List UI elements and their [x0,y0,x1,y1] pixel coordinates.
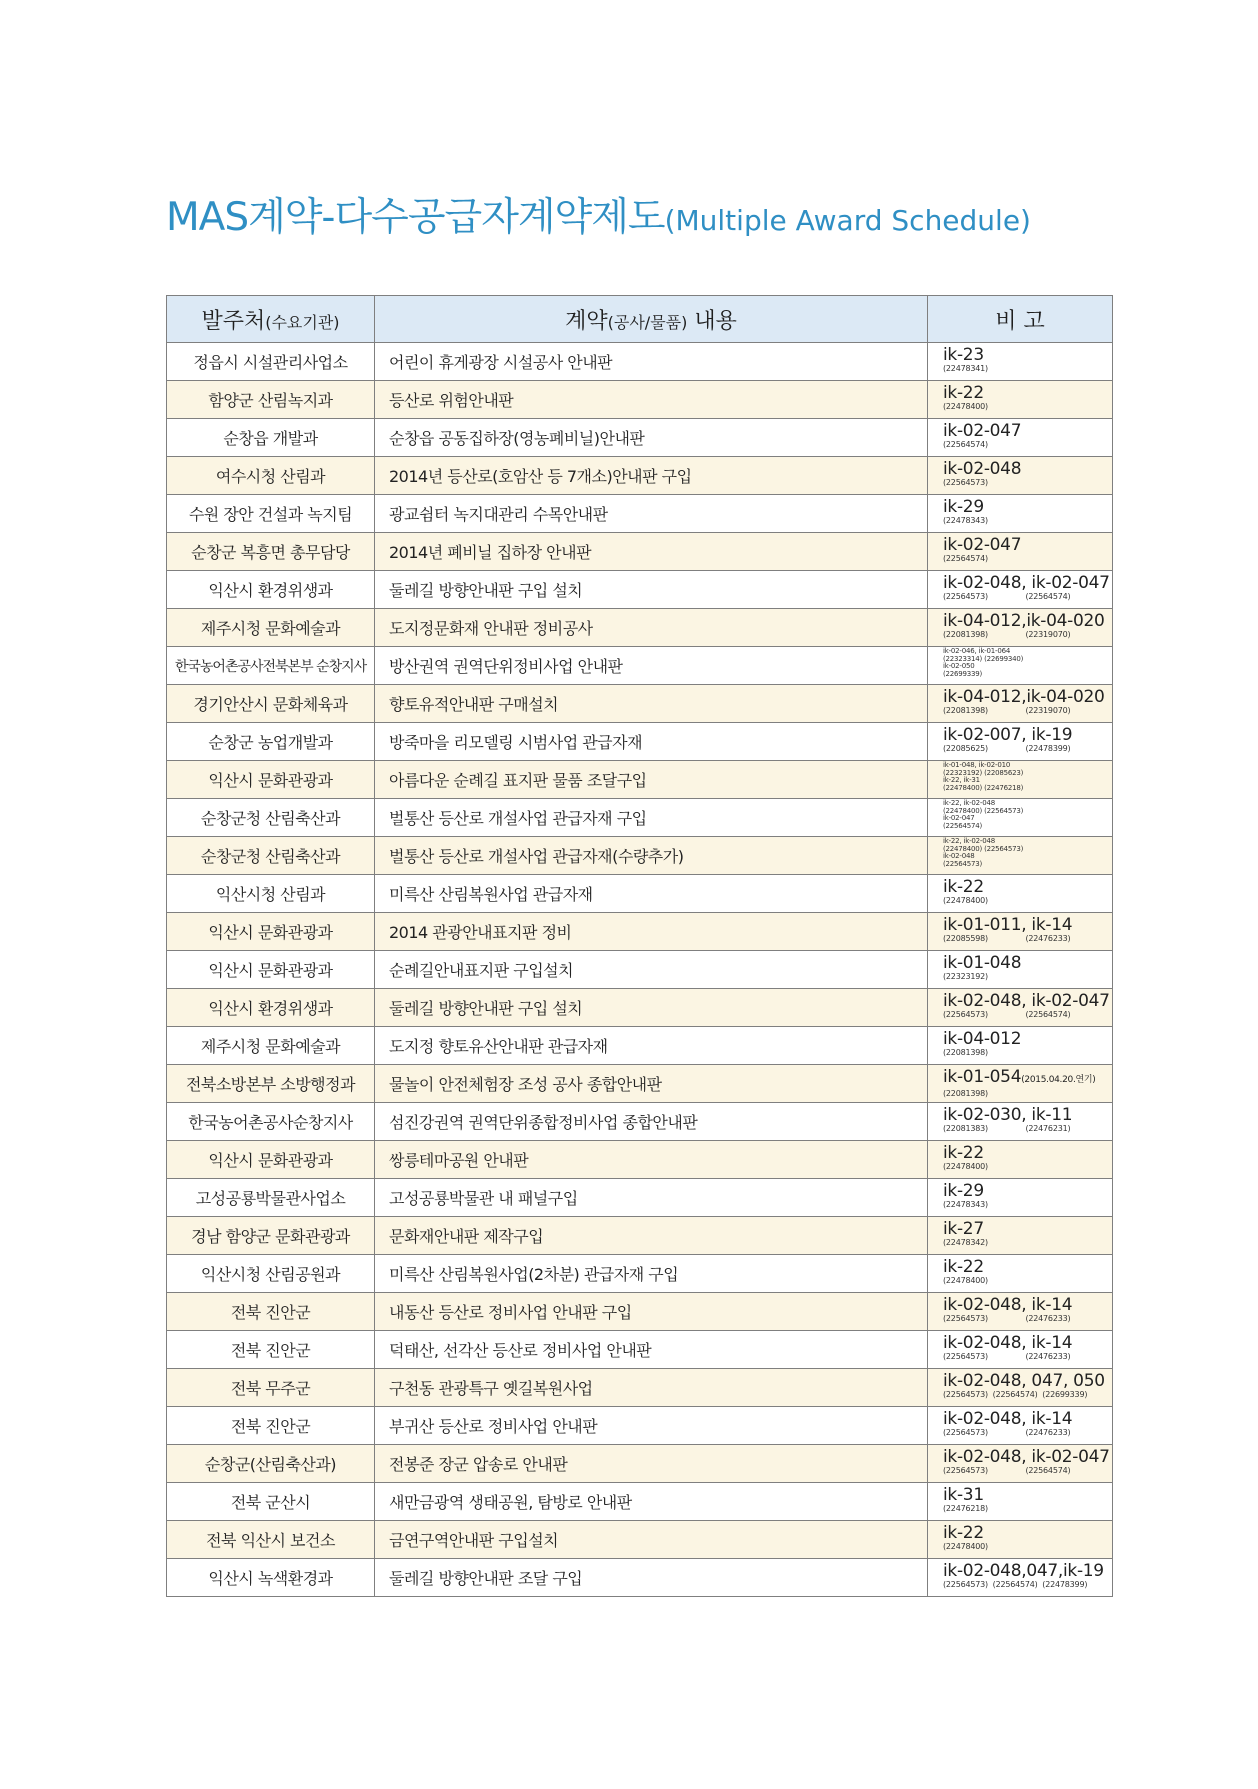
note-code [943,1259,1112,1276]
content-cell: 금연구역안내판 구입설치 [375,1521,928,1559]
table-row [167,951,1113,989]
table-row [167,1141,1113,1179]
note-code [943,1183,1112,1200]
note-cell [928,1103,1113,1141]
table-row [167,989,1113,1027]
note-number: (22478343) [943,1200,988,1209]
note-number: (22478341) [943,364,988,373]
contract-table [166,295,1113,1597]
note-number: (22564573) (22564574) [943,1466,1071,1475]
table-row [167,1369,1113,1407]
note-code [943,423,1112,440]
title-sub: (Multiple Award Schedule) [664,204,1031,237]
content-cell: 아름다운 순례길 표지판 물품 조달구입 [375,761,928,799]
note-cell [928,609,1113,647]
note-number: (22081398) [943,1048,988,1057]
client-cell: 익산시 문화관광과 [167,913,375,951]
note-code-text: ik-23 [943,345,984,365]
note-number: (22085598) (22476233) [943,934,1071,943]
table-row [167,685,1113,723]
client-cell: 제주시청 문화예술과 [167,1027,375,1065]
table-row [167,1445,1113,1483]
note-cell [928,1293,1113,1331]
table-row [167,761,1113,799]
note-cell [928,1179,1113,1217]
note-code-text: ik-01-048 [943,953,1022,973]
note-code-text: ik-01-011, ik-14 [943,915,1073,935]
note-line: (22564574) [943,821,983,830]
note-line: ik-02-047 [943,814,975,822]
note-cell [928,495,1113,533]
note-code-text: ik-02-048,047,ik-19 [943,1561,1104,1581]
content-cell: 문화재안내판 제작구입 [375,1217,928,1255]
header-note: 비 고 [928,296,1113,343]
client-cell: 익산시 문화관광과 [167,951,375,989]
client-cell: 정읍시 시설관리사업소 [167,343,375,381]
note-code-text: ik-22 [943,383,984,403]
content-cell: 부귀산 등산로 정비사업 안내판 [375,1407,928,1445]
content-cell: 구천동 관광특구 옛길복원사업 [375,1369,928,1407]
note-code-text: ik-02-007, ik-19 [943,725,1073,745]
content-cell: 미륵산 산림복원사업(2차분) 관급자재 구입 [375,1255,928,1293]
note-code-text: ik-22 [943,1143,984,1163]
note-code [943,1449,1112,1466]
note-number: (22081398) (22319070) [943,630,1071,639]
client-cell: 순창군청 산림축산과 [167,837,375,875]
note-code [943,575,1112,592]
table-row [167,495,1113,533]
note-cell [928,989,1113,1027]
client-cell: 익산시 문화관광과 [167,761,375,799]
table-row [167,799,1113,837]
note-code [943,1525,1112,1542]
note-cell [928,1521,1113,1559]
table-body [167,343,1113,1597]
note-cell [928,1559,1113,1597]
page-title [166,190,1031,249]
table-header [167,296,1113,343]
note-number: (22478400) [943,1162,988,1171]
content-cell: 등산로 위험안내판 [375,381,928,419]
note-code [943,1373,1112,1390]
content-cell: 섬진강권역 권역단위종합정비사업 종합안내판 [375,1103,928,1141]
note-cell [928,381,1113,419]
client-cell: 전북소방본부 소방행정과 [167,1065,375,1103]
table-row [167,1179,1113,1217]
client-cell: 익산시 환경위생과 [167,571,375,609]
header-content-sub: (공사/물품) [607,312,688,332]
content-cell: 어린이 휴게광장 시설공사 안내판 [375,343,928,381]
content-cell: 순창읍 공동집하장(영농폐비닐)안내판 [375,419,928,457]
client-cell: 순창군(산림축산과) [167,1445,375,1483]
note-code [943,537,1112,554]
note-number: (22564573) (22564574) [943,592,1071,601]
note-code-list [943,838,1112,868]
note-code-text: ik-02-048 [943,459,1022,479]
table-row [167,1331,1113,1369]
note-line: (22564573) [943,859,983,868]
note-number: (22081398) [943,1089,988,1098]
client-cell: 전북 진안군 [167,1407,375,1445]
table-row [167,1255,1113,1293]
note-number: (22564573) (22564574) [943,1010,1071,1019]
content-cell: 둘레길 방향안내판 조달 구입 [375,1559,928,1597]
client-cell: 익산시 녹색환경과 [167,1559,375,1597]
content-cell: 전봉준 장군 압송로 안내판 [375,1445,928,1483]
client-cell: 한국농어촌공사전북본부 순창지사 [167,647,375,685]
client-cell: 전북 무주군 [167,1369,375,1407]
note-code [943,385,1112,402]
note-code-list [943,762,1112,792]
table-row [167,1103,1113,1141]
content-cell: 내동산 등산로 정비사업 안내판 구입 [375,1293,928,1331]
note-number: (22564573) (22476233) [943,1352,1071,1361]
table-row [167,381,1113,419]
client-cell: 경기안산시 문화체육과 [167,685,375,723]
note-cell [928,1407,1113,1445]
note-line: (22323192) (22085623) [943,768,1024,777]
header-content [375,296,928,343]
note-number: (22564574) [943,554,988,563]
note-code [943,917,1112,934]
note-code [943,955,1112,972]
client-cell: 익산시청 산림과 [167,875,375,913]
note-number: (22564573) (22476233) [943,1314,1071,1323]
note-line: ik-02-048 [943,852,975,860]
client-cell: 익산시 환경위생과 [167,989,375,1027]
note-line: (22699339) [943,669,983,678]
note-cell [928,951,1113,989]
note-code-text: ik-04-012 [943,1029,1022,1049]
note-cell [928,1445,1113,1483]
note-line: (22323314) (22699340) [943,654,1024,663]
header-client-sub: (수요기관) [265,312,340,332]
note-code-suffix: (2015.04.20.연기) [1021,1075,1096,1085]
table-row [167,875,1113,913]
note-code [943,689,1112,706]
note-cell [928,913,1113,951]
note-code-text: ik-22 [943,1523,984,1543]
note-cell [928,419,1113,457]
note-number: (22478400) [943,1542,988,1551]
note-code-text: ik-02-048, ik-02-047 [943,573,1110,593]
note-code [943,1031,1112,1048]
note-code-text: ik-02-048, ik-14 [943,1409,1073,1429]
note-line: (22478400) (22476218) [943,783,1024,792]
note-code [943,1335,1112,1352]
content-cell: 2014 관광안내표지판 정비 [375,913,928,951]
title-main: MAS계약-다수공급자계약제도 [166,195,665,240]
note-number: (22081398) (22319070) [943,706,1071,715]
table-row [167,533,1113,571]
client-cell: 한국농어촌공사순창지사 [167,1103,375,1141]
note-number: (22564574) [943,440,988,449]
note-line: (22478400) (22564573) [943,844,1024,853]
note-cell [928,761,1113,799]
client-cell: 순창군 복흥면 총무담당 [167,533,375,571]
note-code [943,993,1112,1010]
note-cell [928,647,1113,685]
header-content-tail: 내용 [687,308,737,334]
table-row [167,571,1113,609]
content-cell: 향토유적안내판 구매설치 [375,685,928,723]
note-number: (22564573) [943,478,988,487]
content-cell: 방죽마을 리모델링 시범사업 관급자재 [375,723,928,761]
note-code-list [943,648,1112,678]
note-cell [928,1027,1113,1065]
client-cell: 순창군 농업개발과 [167,723,375,761]
content-cell: 새만금광역 생태공원, 탐방로 안내판 [375,1483,928,1521]
note-cell [928,457,1113,495]
table-row [167,1217,1113,1255]
note-code-text: ik-02-030, ik-11 [943,1105,1073,1125]
note-code [943,879,1112,896]
note-code [943,1487,1112,1504]
client-cell: 전북 익산시 보건소 [167,1521,375,1559]
note-number: (22478400) [943,1276,988,1285]
content-cell: 순례길안내표지판 구입설치 [375,951,928,989]
note-line: ik-22, ik-02-048 [943,837,996,845]
note-number: (22478342) [943,1238,988,1247]
table-row [167,1521,1113,1559]
content-cell: 고성공룡박물관 내 패널구입 [375,1179,928,1217]
note-code-text: ik-01-054 [943,1067,1022,1087]
note-number: (22564573) (22476233) [943,1428,1071,1437]
note-cell [928,799,1113,837]
note-cell [928,1483,1113,1521]
header-client-label: 발주처 [201,308,266,334]
note-line: ik-01-048, ik-02-010 [943,761,1011,769]
client-cell: 수원 장안 건설과 녹지팀 [167,495,375,533]
note-code-text: ik-02-048, ik-14 [943,1333,1073,1353]
header-client [167,296,375,343]
note-code [943,1145,1112,1162]
note-cell [928,1217,1113,1255]
content-cell: 덕태산, 선각산 등산로 정비사업 안내판 [375,1331,928,1369]
note-code-text: ik-31 [943,1485,984,1505]
client-cell: 여수시청 산림과 [167,457,375,495]
table-row [167,1559,1113,1597]
note-cell [928,1141,1113,1179]
note-code-text: ik-29 [943,1181,984,1201]
client-cell: 익산시 문화관광과 [167,1141,375,1179]
note-code [943,1069,1112,1089]
table-row [167,647,1113,685]
note-cell [928,1065,1113,1103]
note-code-text: ik-02-047 [943,421,1022,441]
table-row [167,419,1113,457]
note-code [943,1411,1112,1428]
note-code [943,613,1112,630]
note-cell [928,571,1113,609]
note-line: ik-22, ik-31 [943,776,980,784]
note-code-text: ik-02-048, ik-02-047 [943,991,1110,1011]
note-line: ik-02-046, ik-01-064 [943,647,1011,655]
client-cell: 순창읍 개발과 [167,419,375,457]
note-code [943,727,1112,744]
note-code [943,1107,1112,1124]
table-row [167,1027,1113,1065]
note-number: (22478400) [943,896,988,905]
note-line: ik-02-050 [943,662,975,670]
note-cell [928,1255,1113,1293]
content-cell: 광교쉼터 녹지대관리 수목안내판 [375,495,928,533]
note-code-text: ik-02-047 [943,535,1022,555]
table-row [167,1065,1113,1103]
note-code [943,499,1112,516]
note-code-text: ik-29 [943,497,984,517]
client-cell: 순창군청 산림축산과 [167,799,375,837]
note-code-text: ik-04-012,ik-04-020 [943,687,1105,707]
table-row [167,723,1113,761]
client-cell: 고성공룡박물관사업소 [167,1179,375,1217]
note-code [943,461,1112,478]
content-cell: 쌍릉테마공원 안내판 [375,1141,928,1179]
content-cell: 벌통산 등산로 개설사업 관급자재(수량추가) [375,837,928,875]
client-cell: 함양군 산림녹지과 [167,381,375,419]
client-cell: 제주시청 문화예술과 [167,609,375,647]
table-row [167,609,1113,647]
note-code-text: ik-04-012,ik-04-020 [943,611,1105,631]
note-number: (22564573) (22564574) (22699339) [943,1390,1088,1399]
header-content-label: 계약 [565,308,608,334]
client-cell: 전북 진안군 [167,1293,375,1331]
table-row [167,457,1113,495]
table-row [167,1293,1113,1331]
content-cell: 벌통산 등산로 개설사업 관급자재 구입 [375,799,928,837]
client-cell: 경남 함양군 문화관광과 [167,1217,375,1255]
note-code [943,1221,1112,1238]
note-code [943,347,1112,364]
table-row [167,1407,1113,1445]
note-cell [928,837,1113,875]
note-code-text: ik-27 [943,1219,984,1239]
header-row [167,296,1113,343]
note-cell [928,343,1113,381]
content-cell: 미륵산 산림복원사업 관급자재 [375,875,928,913]
note-code-text: ik-02-048, 047, 050 [943,1371,1105,1391]
note-number: (22478343) [943,516,988,525]
table-row [167,913,1113,951]
note-line: (22478400) (22564573) [943,806,1024,815]
note-code-text: ik-02-048, ik-14 [943,1295,1073,1315]
note-number: (22323192) [943,972,988,981]
note-code-text: ik-22 [943,877,984,897]
note-cell [928,1331,1113,1369]
note-number: (22564573) (22564574) (22478399) [943,1580,1088,1589]
note-code-text: ik-22 [943,1257,984,1277]
note-cell [928,685,1113,723]
note-number: (22476218) [943,1504,988,1513]
client-cell: 익산시청 산림공원과 [167,1255,375,1293]
note-cell [928,1369,1113,1407]
content-cell: 2014년 폐비닐 집하장 안내판 [375,533,928,571]
note-code [943,1297,1112,1314]
content-cell: 둘레길 방향안내판 구입 설치 [375,989,928,1027]
table-row [167,837,1113,875]
table-row [167,1483,1113,1521]
note-code-list [943,800,1112,830]
content-cell: 둘레길 방향안내판 구입 설치 [375,571,928,609]
note-cell [928,533,1113,571]
note-code [943,1563,1112,1580]
note-number: (22478400) [943,402,988,411]
note-line: ik-22, ik-02-048 [943,799,996,807]
client-cell: 전북 진안군 [167,1331,375,1369]
client-cell: 전북 군산시 [167,1483,375,1521]
note-number: (22081383) (22476231) [943,1124,1071,1133]
note-number: (22085625) (22478399) [943,744,1071,753]
content-cell: 2014년 등산로(호암산 등 7개소)안내판 구입 [375,457,928,495]
note-cell [928,875,1113,913]
table-row [167,343,1113,381]
content-cell: 물놀이 안전체험장 조성 공사 종합안내판 [375,1065,928,1103]
note-cell [928,723,1113,761]
content-cell: 도지정 향토유산안내판 관급자재 [375,1027,928,1065]
content-cell: 도지정문화재 안내판 정비공사 [375,609,928,647]
content-cell: 방산권역 권역단위정비사업 안내판 [375,647,928,685]
note-code-text: ik-02-048, ik-02-047 [943,1447,1110,1467]
